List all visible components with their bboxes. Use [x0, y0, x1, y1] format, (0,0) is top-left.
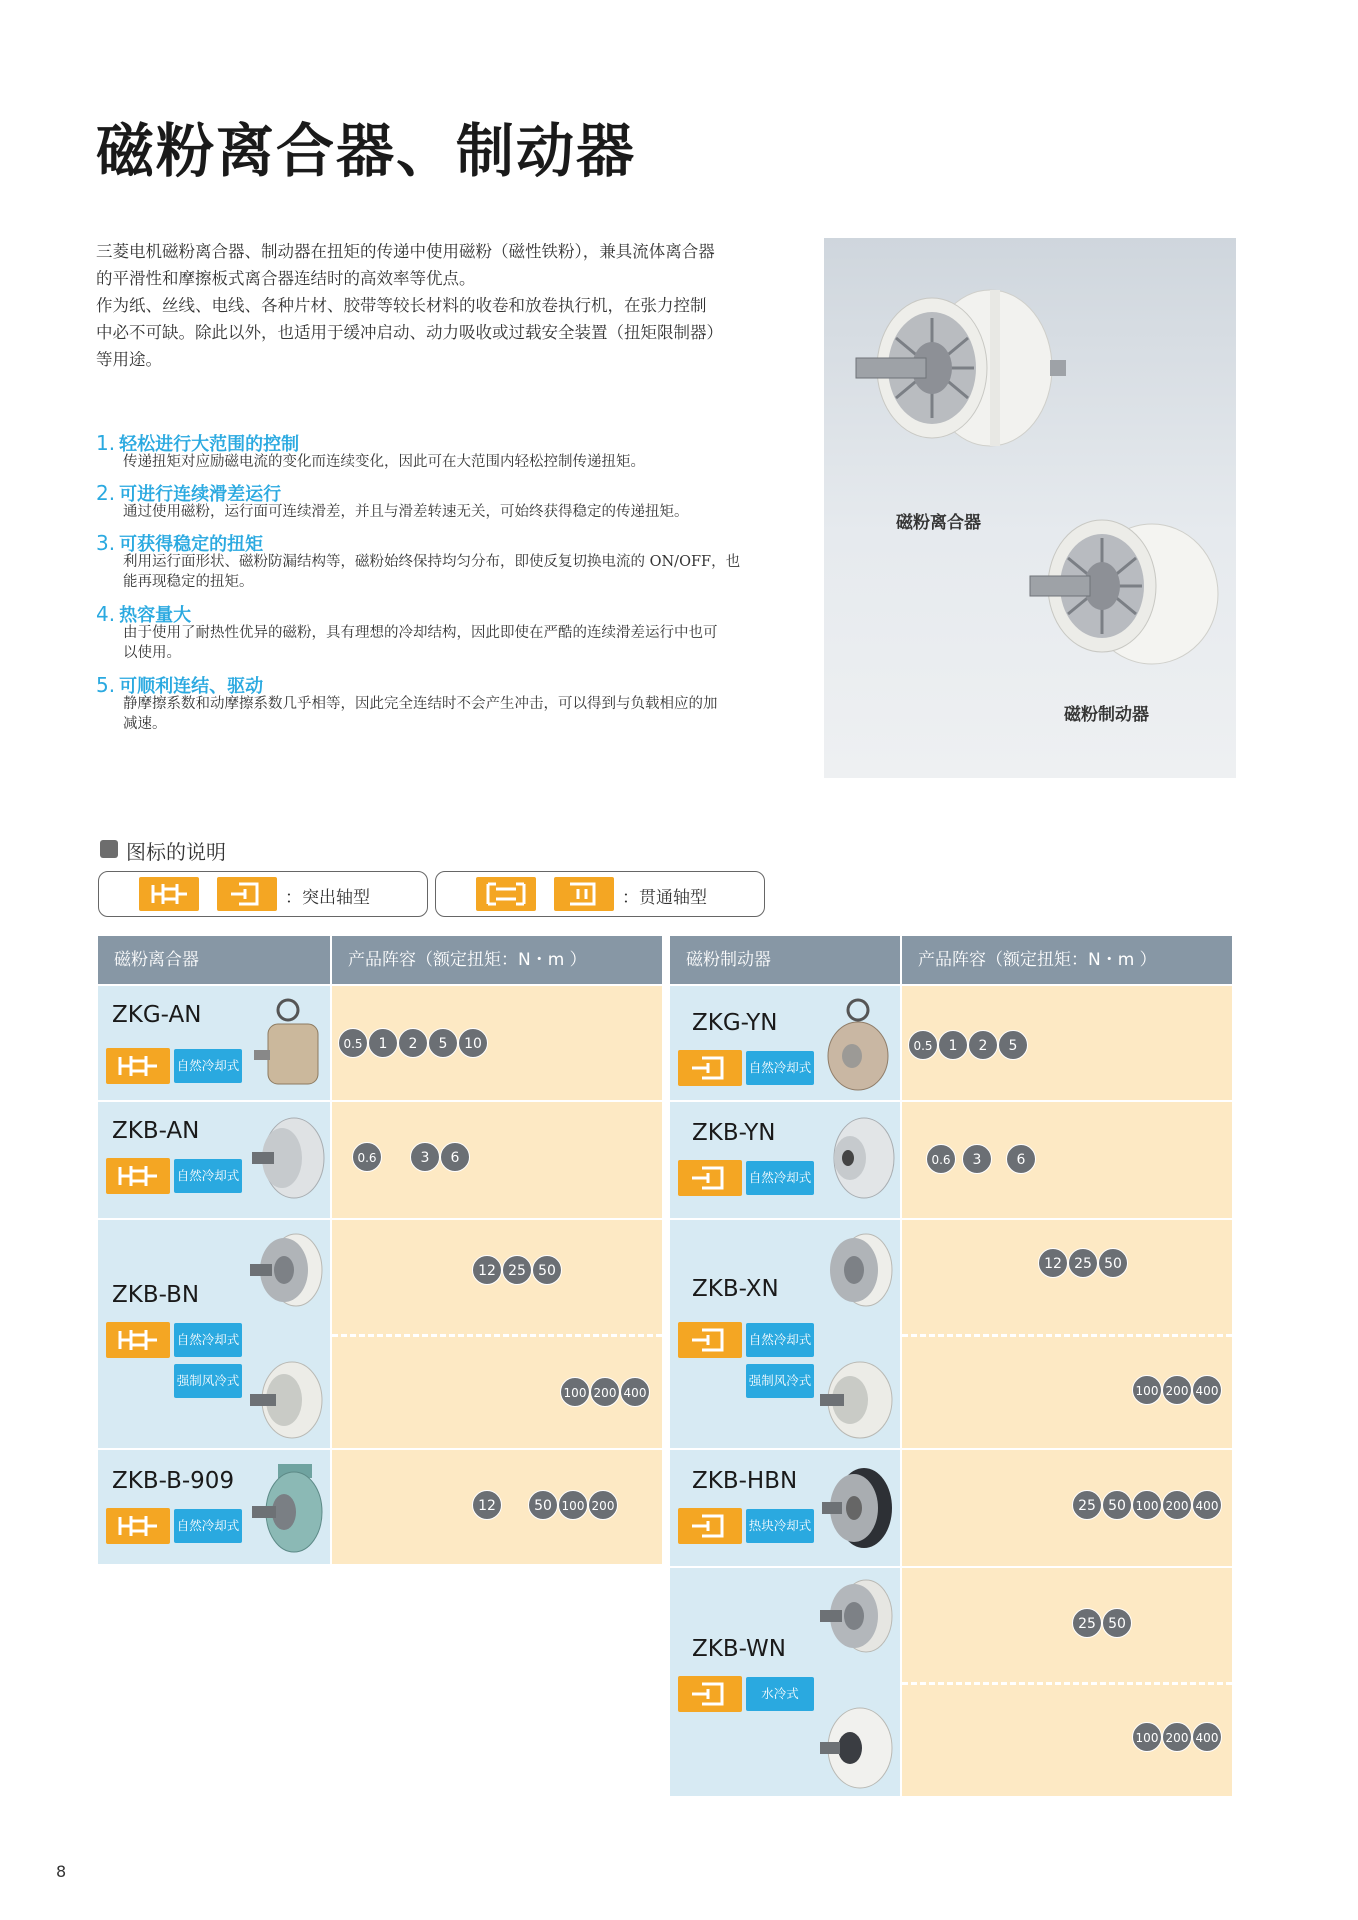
clutch-row-zkb-b-909	[98, 1450, 330, 1564]
torque-value: 25	[502, 1255, 532, 1285]
brake-lineup-zkb-wn	[902, 1568, 1232, 1796]
feature-3-body-1: 利用运行面形状、磁粉防漏结构等，磁粉始终保持均匀分布，即使反复切换电流的 ON/OFF，也	[123, 554, 741, 570]
clutch-lineup-zkg-an	[332, 986, 662, 1100]
torque-value: 25	[1072, 1608, 1102, 1638]
brake-row-zkb-xn	[670, 1220, 900, 1448]
torque-value: 5	[428, 1028, 458, 1058]
cooling-badge: 自然冷却式	[174, 1509, 242, 1543]
torque-value: 0.5	[908, 1030, 938, 1060]
model-name: ZKB-HBN	[692, 1468, 798, 1494]
through-shaft-clutch-icon	[476, 877, 536, 911]
cooling-badge: 自然冷却式	[174, 1323, 242, 1357]
intro-line-1: 三菱电机磁粉离合器、制动器在扭矩的传递中使用磁粉（磁性铁粉），兼具流体离合器	[96, 242, 715, 261]
legend-protruding-shaft	[98, 871, 428, 917]
through-shaft-brake-icon	[554, 877, 614, 911]
torque-value: 400	[1192, 1375, 1222, 1405]
clutch-table-header-lineup: 产品阵容（额定扭矩：N・m ）	[332, 936, 662, 984]
cooling-badge: 自然冷却式	[746, 1051, 814, 1085]
torque-value: 50	[1098, 1248, 1128, 1278]
feature-1-title: 1. 轻松进行大范围的控制	[96, 431, 300, 455]
clutch-row-zkg-an	[98, 986, 330, 1100]
cooling-badge: 自然冷却式	[746, 1161, 814, 1195]
brake-photo-label: 磁粉制动器	[1064, 705, 1149, 725]
torque-value: 2	[398, 1028, 428, 1058]
torque-value: 100	[1132, 1722, 1162, 1752]
feature-2-body: 通过使用磁粉，运行面可连续滑差，并且与滑差转速无关，可始终获得稳定的传递扭矩。	[123, 504, 689, 520]
protruding-shaft-brake-icon	[678, 1322, 742, 1358]
cooling-badge: 自然冷却式	[174, 1049, 242, 1083]
torque-value: 1	[938, 1030, 968, 1060]
product-photo-panel	[824, 238, 1236, 778]
product-thumbnail	[816, 1228, 896, 1314]
model-name: ZKG-YN	[692, 1010, 778, 1036]
torque-value: 5	[998, 1030, 1028, 1060]
product-thumbnail	[246, 1228, 326, 1314]
torque-value: 100	[560, 1377, 590, 1407]
legend-through-label: ：贯通轴型	[622, 888, 707, 908]
protruding-shaft-clutch-icon	[106, 1322, 170, 1358]
model-name: ZKB-BN	[112, 1282, 200, 1308]
cooling-badge: 强制风冷式	[746, 1364, 814, 1398]
feature-2-title: 2. 可进行连续滑差运行	[96, 481, 282, 505]
torque-value: 6	[440, 1142, 470, 1172]
brake-lineup-zkg-yn	[902, 986, 1232, 1100]
torque-value: 10	[458, 1028, 488, 1058]
torque-value: 50	[532, 1255, 562, 1285]
legend-protruding-label: ：突出轴型	[285, 888, 370, 908]
brake-row-zkb-yn	[670, 1102, 900, 1218]
protruding-shaft-clutch-icon	[139, 877, 199, 911]
product-thumbnail	[816, 1358, 896, 1444]
row-divider	[902, 1334, 1232, 1337]
protruding-shaft-brake-icon	[217, 877, 277, 911]
feature-3-body-2: 能再现稳定的扭矩。	[123, 574, 254, 590]
feature-1-body: 传递扭矩对应励磁电流的变化而连续变化，因此可在大范围内轻松控制传递扭矩。	[123, 454, 645, 470]
clutch-lineup-zkb-an	[332, 1102, 662, 1218]
cooling-badge: 自然冷却式	[746, 1323, 814, 1357]
feature-4-body-2: 以使用。	[123, 645, 181, 661]
model-name: ZKB-XN	[692, 1276, 779, 1302]
model-name: ZKB-B-909	[112, 1468, 235, 1494]
brake-photo	[1010, 506, 1230, 666]
brake-lineup-zkb-yn	[902, 1102, 1232, 1218]
model-name: ZKB-WN	[692, 1636, 786, 1662]
protruding-shaft-clutch-icon	[106, 1508, 170, 1544]
model-name: ZKB-YN	[692, 1120, 776, 1146]
product-thumbnail	[818, 1114, 896, 1204]
cooling-badge: 热块冷却式	[746, 1509, 814, 1543]
torque-value: 100	[1132, 1375, 1162, 1405]
torque-value: 200	[590, 1377, 620, 1407]
torque-value: 0.6	[352, 1142, 382, 1172]
feature-4-body-1: 由于使用了耐热性优异的磁粉，具有理想的冷却结构，因此即使在严酷的连续滑差运行中也可	[123, 625, 718, 641]
brake-table-header-model: 磁粉制动器	[670, 936, 900, 984]
clutch-photo	[840, 288, 1070, 448]
torque-value: 3	[962, 1144, 992, 1174]
clutch-lineup-zkb-bn	[332, 1220, 662, 1448]
torque-value: 400	[620, 1377, 650, 1407]
cooling-badge: 强制风冷式	[174, 1364, 242, 1398]
torque-value: 50	[528, 1490, 558, 1520]
clutch-lineup-zkb-b-909	[332, 1450, 662, 1564]
product-thumbnail	[248, 998, 326, 1094]
torque-value: 400	[1192, 1722, 1222, 1752]
page-number: 8	[56, 1862, 67, 1881]
protruding-shaft-brake-icon	[678, 1160, 742, 1196]
feature-4-title: 4. 热容量大	[96, 602, 192, 626]
clutch-row-zkb-bn	[98, 1220, 330, 1448]
product-thumbnail	[816, 1574, 896, 1660]
torque-value: 1	[368, 1028, 398, 1058]
torque-value: 200	[588, 1490, 618, 1520]
product-thumbnail	[246, 1358, 326, 1444]
protruding-shaft-brake-icon	[678, 1050, 742, 1086]
protruding-shaft-brake-icon	[678, 1676, 742, 1712]
product-thumbnail	[818, 998, 896, 1094]
product-thumbnail	[248, 1460, 326, 1556]
brake-lineup-zkb-hbn	[902, 1450, 1232, 1566]
row-divider	[332, 1334, 662, 1337]
model-name: ZKB-AN	[112, 1118, 200, 1144]
intro-line-5: 等用途。	[96, 350, 162, 369]
torque-value: 12	[472, 1255, 502, 1285]
intro-line-2: 的平滑性和摩擦板式离合器连结时的高效率等优点。	[96, 269, 476, 288]
torque-value: 200	[1162, 1490, 1192, 1520]
torque-value: 2	[968, 1030, 998, 1060]
torque-value: 0.6	[926, 1144, 956, 1174]
protruding-shaft-clutch-icon	[106, 1048, 170, 1084]
product-thumbnail	[816, 1704, 896, 1792]
clutch-row-zkb-an	[98, 1102, 330, 1218]
row-divider	[902, 1682, 1232, 1685]
intro-line-4: 中必不可缺。除此以外，也适用于缓冲启动、动力吸收或过载安全装置（扭矩限制器）	[96, 323, 723, 342]
cooling-badge: 水冷式	[746, 1677, 814, 1711]
brake-row-zkb-wn	[670, 1568, 900, 1796]
page-title: 磁粉离合器、制动器	[96, 117, 637, 185]
torque-value: 200	[1162, 1722, 1192, 1752]
legend-title: 图标的说明	[126, 840, 226, 864]
intro-line-3: 作为纸、丝线、电线、各种片材、胶带等较长材料的收卷和放卷执行机，在张力控制	[96, 296, 707, 315]
torque-value: 400	[1192, 1490, 1222, 1520]
torque-value: 50	[1102, 1490, 1132, 1520]
brake-table-header-lineup: 产品阵容（额定扭矩：N・m ）	[902, 936, 1232, 984]
torque-value: 12	[1038, 1248, 1068, 1278]
torque-value: 6	[1006, 1144, 1036, 1174]
feature-5-body-2: 减速。	[123, 716, 167, 732]
product-thumbnail	[248, 1116, 326, 1206]
clutch-photo-label: 磁粉离合器	[896, 513, 981, 533]
product-thumbnail	[818, 1462, 896, 1554]
torque-value: 25	[1068, 1248, 1098, 1278]
torque-value: 3	[410, 1142, 440, 1172]
protruding-shaft-brake-icon	[678, 1508, 742, 1544]
feature-3-title: 3. 可获得稳定的扭矩	[96, 531, 264, 555]
clutch-table-header-model: 磁粉离合器	[98, 936, 330, 984]
brake-row-zkg-yn	[670, 986, 900, 1100]
legend-through-shaft	[435, 871, 765, 917]
torque-value: 25	[1072, 1490, 1102, 1520]
protruding-shaft-clutch-icon	[106, 1158, 170, 1194]
legend-marker-icon	[100, 840, 118, 858]
torque-value: 100	[1132, 1490, 1162, 1520]
torque-value: 0.5	[338, 1028, 368, 1058]
torque-value: 100	[558, 1490, 588, 1520]
torque-value: 12	[472, 1490, 502, 1520]
brake-row-zkb-hbn	[670, 1450, 900, 1566]
torque-value: 200	[1162, 1375, 1192, 1405]
torque-value: 50	[1102, 1608, 1132, 1638]
brake-lineup-zkb-xn	[902, 1220, 1232, 1448]
model-name: ZKG-AN	[112, 1002, 202, 1028]
feature-5-title: 5. 可顺利连结、驱动	[96, 673, 264, 697]
cooling-badge: 自然冷却式	[174, 1159, 242, 1193]
feature-5-body-1: 静摩擦系数和动摩擦系数几乎相等，因此完全连结时不会产生冲击，可以得到与负载相应的加	[123, 696, 718, 712]
